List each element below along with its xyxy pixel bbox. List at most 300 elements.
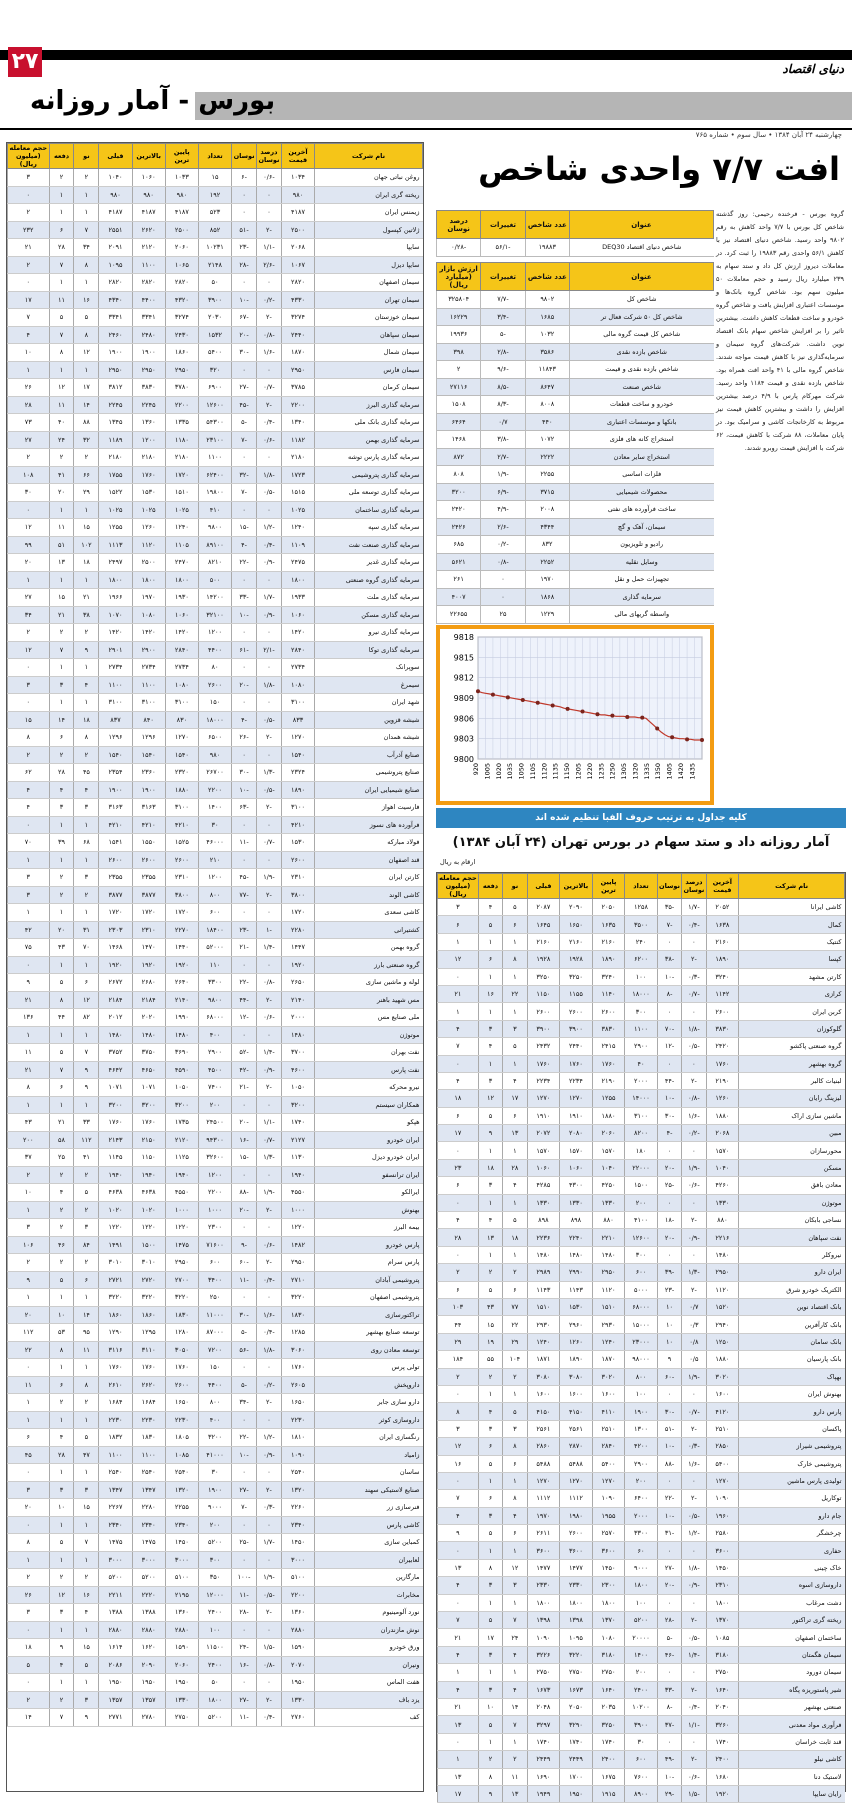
table-cell: ۱۰۸۰: [592, 1629, 625, 1646]
table-cell: ۱: [74, 1026, 99, 1044]
table-cell: ۹۰۰۰: [625, 1559, 658, 1576]
table-cell: ۱۵۷۰: [706, 1142, 739, 1159]
table-cell: ۱۷۶۰: [99, 1114, 132, 1132]
table-cell: ۲: [503, 1368, 527, 1385]
table-cell: ۲۸: [438, 1229, 479, 1246]
x-tick-label: 1105: [528, 763, 537, 780]
table-cell: ۱۲: [8, 519, 50, 537]
table-cell: ۴: [8, 326, 50, 344]
table-cell: -۲: [257, 1604, 282, 1622]
table-cell: ۰: [232, 659, 257, 677]
index-cell: ۱۹۸۸۳: [525, 239, 569, 257]
table-cell: ۱۸۷۱: [527, 1351, 560, 1368]
table-cell: ۲۱۸۴: [132, 991, 165, 1009]
table-cell: ۷: [49, 326, 74, 344]
table-cell: ۱۵۴۰: [165, 746, 198, 764]
company-name: دشت مرغاب: [739, 1594, 845, 1611]
table-cell: ۳۵۰۰: [625, 916, 658, 933]
table-cell: ۱: [478, 968, 502, 985]
table-cell: ۳۶۰۰: [560, 1542, 593, 1559]
table-cell: ۸۸۰: [706, 1212, 739, 1229]
table-cell: ۰: [257, 1411, 282, 1429]
table-cell: ۳۱۰۰: [165, 799, 198, 817]
table-cell: ۱۳۳۰: [165, 1691, 198, 1709]
table-cell: ۱۳۶۰: [132, 414, 165, 432]
column-header: تعداد: [198, 144, 231, 169]
table-cell: ۲۵۰۰: [165, 221, 198, 239]
table-cell: -۱۰: [657, 1438, 681, 1455]
company-name: شیر پاستوریزه پگاه: [739, 1681, 845, 1698]
table-row: [438, 1681, 845, 1698]
market-index-table: [436, 262, 714, 624]
table-cell: -۲۷: [232, 379, 257, 397]
table-cell: ۲۸: [49, 764, 74, 782]
table-cell: ۱: [49, 816, 74, 834]
table-cell: ۱۰۲۰: [132, 1201, 165, 1219]
table-cell: -۲: [257, 886, 282, 904]
table-cell: -۲: [257, 1254, 282, 1272]
table-cell: ۱۵۱۰: [165, 484, 198, 502]
table-cell: -۱۵: [232, 519, 257, 537]
table-cell: ۰: [257, 851, 282, 869]
table-cell: ۱۱: [49, 396, 74, 414]
company-name: سرمایه گذاری توکا: [315, 641, 423, 659]
table-cell: ۲۹۵۰: [706, 1264, 739, 1281]
table-cell: ۲۳۱۰: [165, 869, 198, 887]
table-cell: ۴: [478, 899, 502, 916]
table-row: [8, 1079, 423, 1097]
table-cell: ۲۶۱۰: [99, 1376, 132, 1394]
table-cell: ۴۱۱۰: [592, 1403, 625, 1420]
table-cell: ۳۲۹۷: [527, 1716, 560, 1733]
table-cell: ۷: [49, 1061, 74, 1079]
table-cell: ۲۸: [49, 239, 74, 257]
table-row: [8, 816, 423, 834]
table-cell: ۸۳۰: [165, 711, 198, 729]
table-cell: ۳۴: [8, 606, 50, 624]
company-name: کارتن مشهد: [739, 968, 845, 985]
company-name: نیرو محرکه: [315, 1079, 423, 1097]
table-cell: -۲۹: [657, 1785, 681, 1802]
table-cell: ۲۹۰۰: [132, 641, 165, 659]
table-cell: ۲۹۶۰: [560, 1316, 593, 1333]
table-row: [8, 1604, 423, 1622]
table-cell: ۱۰: [49, 1499, 74, 1517]
table-cell: ۱۹۴۰: [99, 1166, 132, 1184]
table-cell: ۷۳: [8, 414, 50, 432]
company-name: سیمان فارس: [315, 361, 423, 379]
table-cell: ۹۸۰۰۰: [625, 1351, 658, 1368]
table-cell: ۴۷: [74, 1446, 99, 1464]
table-cell: ۲۴۰۰: [592, 1751, 625, 1768]
table-row: [8, 1219, 423, 1237]
index-cell: ۵۶۲۱: [437, 553, 481, 571]
column-header: تغییرات: [481, 211, 525, 239]
table-cell: ۱۵۲۵: [165, 834, 198, 852]
table-cell: ۱۳: [503, 1125, 527, 1142]
table-cell: -۴۵: [232, 396, 257, 414]
table-cell: -۱۰: [657, 1090, 681, 1107]
table-cell: ۷: [503, 1612, 527, 1629]
table-cell: ۱۱۵۵: [560, 985, 593, 1002]
table-cell: -۱۰: [232, 1446, 257, 1464]
table-cell: ۲۷۰۰: [165, 1271, 198, 1289]
table-cell: ۲۵۴۰: [165, 1464, 198, 1482]
table-cell: ۲۴۴۰: [281, 326, 314, 344]
table-cell: ۲۸۷۰: [560, 1438, 593, 1455]
table-cell: ۲۵۸۰: [706, 1525, 739, 1542]
table-row: [8, 1341, 423, 1359]
table-cell: ۲۳۶۰: [132, 764, 165, 782]
table-row: [8, 1411, 423, 1429]
table-row: [8, 186, 423, 204]
table-cell: ۱۷۶۰: [527, 1055, 560, 1072]
table-cell: ۴۶۳۸: [99, 1184, 132, 1202]
table-cell: ۱: [49, 1516, 74, 1534]
table-cell: ۲۰۶۸: [281, 239, 314, 257]
table-cell: ۱: [49, 274, 74, 292]
table-cell: -۱/۱: [257, 239, 282, 257]
index-cell: ۳۹۸: [437, 343, 481, 361]
table-row: [8, 1254, 423, 1272]
table-cell: -۰/۹: [257, 1446, 282, 1464]
table-cell: ۱۶: [74, 1586, 99, 1604]
y-tick-label: 9803: [453, 734, 474, 744]
table-cell: ۴: [49, 1656, 74, 1674]
table-cell: ۱: [478, 1055, 502, 1072]
table-row: [438, 1212, 845, 1229]
company-name: همکاران سیستم: [315, 1096, 423, 1114]
table-cell: ۲۹۰۰: [625, 1455, 658, 1472]
table-cell: ۳۸۷۷: [99, 886, 132, 904]
company-name: قند اصفهان: [315, 851, 423, 869]
table-cell: ۴: [49, 781, 74, 799]
table-cell: -۳۳: [232, 589, 257, 607]
table-cell: ۱۲۵۰: [706, 1333, 739, 1350]
x-tick-label: 1135: [551, 763, 560, 780]
table-cell: ۳۷۵۲: [99, 1044, 132, 1062]
table-row: [8, 309, 423, 327]
table-cell: ۲۵: [49, 1149, 74, 1167]
table-cell: -۲: [682, 1681, 706, 1698]
table-cell: ۴: [438, 1507, 479, 1524]
bottom-table-header: [438, 874, 845, 899]
table-cell: ۳۹۰۰: [527, 1020, 560, 1037]
table-cell: ۶۲۰۰: [625, 951, 658, 968]
index-cell: ۱۶۸۵: [525, 308, 569, 326]
table-cell: ۱۲: [438, 951, 479, 968]
table-cell: ۲۴۰۰: [625, 1681, 658, 1698]
issue-line: چهارشنبه ۲۴ آبان ۱۳۸۴ • سال سوم • شماره ۷۶۵: [695, 131, 842, 139]
table-row: [8, 589, 423, 607]
table-row: [8, 501, 423, 519]
table-cell: -۰/۹: [257, 554, 282, 572]
table-cell: ۳۹: [49, 834, 74, 852]
table-row: [8, 781, 423, 799]
table-cell: ۴: [478, 1038, 502, 1055]
x-tick-label: 1050: [517, 763, 526, 780]
x-tick-label: 1405: [665, 763, 674, 780]
company-name: زیمنس ایران: [315, 204, 423, 222]
table-cell: ۲۶۷۰۰: [198, 764, 231, 782]
table-cell: ۰: [8, 1674, 50, 1692]
table-cell: ۲۷: [8, 589, 50, 607]
table-cell: ۰: [257, 1621, 282, 1639]
table-cell: ۱۲۶۰۰: [625, 1229, 658, 1246]
index-row: [437, 413, 714, 431]
index-cell: -۱/۹: [481, 466, 525, 484]
index-cell: -۳/۸: [481, 431, 525, 449]
table-cell: ۱۱۰۰: [198, 449, 231, 467]
table-cell: ۱۵۷۰: [592, 1142, 625, 1159]
table-cell: ۴: [49, 1184, 74, 1202]
table-cell: ۵۲۰۰: [99, 1569, 132, 1587]
table-cell: ۳۰: [625, 1733, 658, 1750]
table-cell: ۱۶۸۰: [706, 1768, 739, 1785]
table-cell: -۳۱: [657, 1525, 681, 1542]
table-cell: ۶: [438, 1281, 479, 1298]
data-point: [581, 710, 585, 714]
company-name: سیمان شمال: [315, 344, 423, 362]
table-cell: ۱۱۸۲: [281, 431, 314, 449]
left-table-header: [8, 144, 423, 169]
index-cell: -۴/۹: [481, 501, 525, 519]
table-row: [438, 1072, 845, 1089]
index-cell: ۳۲۵۸۰۴: [437, 291, 481, 309]
table-cell: ۰: [438, 1594, 479, 1611]
table-cell: ۱: [74, 956, 99, 974]
table-cell: ۳۱۱۰: [132, 1341, 165, 1359]
table-cell: ۱۹۴۰: [281, 1166, 314, 1184]
table-cell: ۶: [438, 1177, 479, 1194]
table-cell: ۰: [438, 1542, 479, 1559]
x-tick-label: 1350: [654, 763, 663, 780]
table-cell: -۱/۹: [257, 1184, 282, 1202]
table-cell: ۱۴۲۰: [99, 624, 132, 642]
table-cell: ۳۲۰۰: [165, 1096, 198, 1114]
company-name: بانک اقتصاد نوین: [739, 1298, 845, 1315]
company-name: تراکتورسازی: [315, 1306, 423, 1324]
table-cell: ۱۶۱۴: [99, 1639, 132, 1657]
table-cell: -۲/۱: [257, 641, 282, 659]
table-cell: ۲۷۳۴: [281, 659, 314, 677]
index-cell: ۱۶۲۲۹: [437, 308, 481, 326]
table-cell: ۱۹۴۰: [132, 1166, 165, 1184]
table-cell: ۱۴۲۰: [132, 624, 165, 642]
data-point: [536, 701, 540, 705]
table-cell: ۱۰۸: [8, 466, 50, 484]
table-cell: ۱۷: [74, 379, 99, 397]
table-cell: ۱۴۸۰: [706, 1246, 739, 1263]
company-name: صنعتی بهشهر: [739, 1698, 845, 1715]
table-cell: ۰: [257, 186, 282, 204]
index-name: محصولات شیمیایی: [569, 483, 713, 501]
table-cell: ۳۲۰۰: [132, 1096, 165, 1114]
table-cell: ۲۳۳۰: [560, 1577, 593, 1594]
company-name: پتروشیمی اصفهان: [315, 1289, 423, 1307]
article-body: گروه بورس - فرخنده رحیمی: روز گذشته شاخص کل بورس با ۷/۷ واحد کاهش به رقم ۹۸۰۲ واحد رسید. شاخص دنیای اقتصاد نیز با کاهش ۵۶/۱ واحدی رقم ۱۹۸۸۳ را ثبت کرد. در معاملات دیروز ارزش کل داد و ستد سهام به ۲۳۹ میلیارد ریال رسید و حجم معاملات ۵۰ میلیون سهم بود. شاخص گروه بانک‌ها و موسسات اعتباری افزایش یافت و شاخص گروه خودرو و ساخت قطعات کاهش داشت. بیشترین تاثیر را بر افزایش شاخص سهام بانک اقتصاد نوین داشت. شرکت‌های گروه سیمان و سرمایه‌گذاری نیز با کاهش قیمت مواجه شدند. شاخص گروه مالی با ۴۱ واحد افت همراه بود. شاخص بازده نقدی و قیمت ۱۱۸۴ واحد رسید. شرکت مهرکام پارس با ۴/۹ درصد بیشترین افزایش را داشت و بیشترین کاهش قیمت نیز مربوط به کارخانجات کاشی و سرامیک بود. در پایان معاملات، ۸۸ شرکت با کاهش قیمت، ۶۲ شرکت با افزایش قیمت روبرو شدند.: [716, 210, 845, 452]
company-name: ایران ترانسفو: [315, 1166, 423, 1184]
index-cell: ۳۷۱۵: [525, 483, 569, 501]
table-cell: ۴۱۸۷: [132, 204, 165, 222]
table-cell: ۱۹۳۳: [281, 589, 314, 607]
table-cell: ۱۳۴۰: [281, 414, 314, 432]
index-row: [437, 571, 714, 589]
table-row: [8, 1201, 423, 1219]
table-cell: ۰: [257, 659, 282, 677]
table-cell: ۰: [257, 1289, 282, 1307]
table-cell: ۲۰۰۰۰: [625, 1629, 658, 1646]
table-cell: ۹۸۰: [198, 746, 231, 764]
table-cell: ۰: [438, 968, 479, 985]
table-cell: ۲۰۳۵: [592, 1698, 625, 1715]
index-name: سیمان، آهک و گچ: [569, 518, 713, 536]
table-cell: ۷: [49, 1709, 74, 1727]
table-cell: ۱: [8, 851, 50, 869]
table-cell: ۱۳: [438, 1559, 479, 1576]
table-cell: ۱۶۷۵: [592, 1768, 625, 1785]
company-name: تولیدی پارس ماشین: [739, 1472, 845, 1489]
table-cell: ۲۹: [503, 1333, 527, 1350]
table-cell: ۵۲۰۰: [198, 1534, 231, 1552]
table-cell: ۲: [49, 1394, 74, 1412]
table-cell: ۲۵۱۰: [592, 1420, 625, 1437]
table-cell: ۲۱۹۰: [706, 1072, 739, 1089]
brand-logo: دنیای اقتصاد: [782, 62, 844, 76]
table-cell: ۱۵۰۰۰: [625, 1316, 658, 1333]
table-cell: ۷: [74, 221, 99, 239]
table-cell: -۰/۲: [682, 1125, 706, 1142]
table-cell: ۲۲۷۰: [165, 921, 198, 939]
table-cell: ۲: [49, 449, 74, 467]
table-cell: ۲۹۰۰: [625, 1038, 658, 1055]
table-cell: ۱۷۲۰: [281, 904, 314, 922]
company-name: بانک کارآفرین: [739, 1316, 845, 1333]
table-cell: -۱/۹: [257, 1569, 282, 1587]
table-cell: -۴۴: [657, 1072, 681, 1089]
table-cell: ۱۰۰۰: [198, 1201, 231, 1219]
table-cell: ۲۱: [49, 1114, 74, 1132]
table-cell: ۱۸۰۰: [560, 1594, 593, 1611]
table-row: [438, 1229, 845, 1246]
table-cell: ۲۹۵۰: [99, 361, 132, 379]
index-cell: ۲۲۵۲: [525, 553, 569, 571]
table-cell: ۸۸۰: [592, 1212, 625, 1229]
index-cell: ۲۰۰۸: [525, 501, 569, 519]
company-name: پارس دارو: [739, 1403, 845, 1420]
table-cell: ۱۸۰۰۰: [625, 985, 658, 1002]
company-name: نفت سپاهان: [739, 1229, 845, 1246]
table-row: [8, 1096, 423, 1114]
table-cell: ۱: [503, 1733, 527, 1750]
table-cell: ۱۲۷۰: [706, 1472, 739, 1489]
company-name: کپسا: [739, 951, 845, 968]
table-cell: ۱: [438, 1003, 479, 1020]
table-cell: ۶۰۰: [198, 1254, 231, 1272]
index-cell: ۱۱۸۴۳: [525, 361, 569, 379]
table-cell: -۴۴: [232, 991, 257, 1009]
left-stock-table: [6, 142, 424, 1792]
column-header: تعداد: [625, 874, 658, 899]
table-cell: ۱۲۶۰۰: [198, 396, 231, 414]
index-name: استخراج سایر معادن: [569, 448, 713, 466]
table-cell: ۴: [478, 1212, 502, 1229]
table-cell: ۷: [438, 1038, 479, 1055]
table-row: [8, 851, 423, 869]
table-cell: ۱۴: [74, 1306, 99, 1324]
table-cell: ۳: [74, 799, 99, 817]
table-cell: -۲۵: [232, 1534, 257, 1552]
table-cell: ۱۵۲۰: [706, 1298, 739, 1315]
table-cell: ۱۸۰۰: [592, 1594, 625, 1611]
table-cell: ۵۲۳: [198, 204, 231, 222]
table-cell: ۳۲۶۰۰: [198, 1149, 231, 1167]
table-cell: ۱۶: [478, 985, 502, 1002]
table-cell: -۰/۶: [682, 1177, 706, 1194]
table-cell: ۰: [257, 816, 282, 834]
table-cell: ۲۲۳۰: [165, 1411, 198, 1429]
table-cell: ۱۰۲۵: [165, 501, 198, 519]
company-name: گروه بهمن: [315, 939, 423, 957]
table-cell: ۰: [438, 1385, 479, 1402]
table-cell: -۷: [657, 916, 681, 933]
table-cell: ۱۱۱۲: [560, 1490, 593, 1507]
table-cell: ۴۵۹۰: [165, 1061, 198, 1079]
table-cell: ۰: [232, 1219, 257, 1237]
table-cell: ۱۵: [74, 1639, 99, 1657]
table-cell: ۱۶: [438, 1455, 479, 1472]
index-name: رادیو و تلویزیون: [569, 536, 713, 554]
table-cell: ۲: [74, 624, 99, 642]
table-cell: -۰/۸: [257, 974, 282, 992]
data-point: [551, 703, 555, 707]
table-row: [8, 1534, 423, 1552]
table-cell: ۳: [74, 869, 99, 887]
table-cell: ۶۶: [74, 466, 99, 484]
table-cell: ۳۰۰۰: [281, 1551, 314, 1569]
company-name: شهد ایران: [315, 694, 423, 712]
table-cell: ۸۹۱۰۰: [198, 536, 231, 554]
table-cell: -۱/۷: [257, 589, 282, 607]
table-cell: ۳: [503, 1577, 527, 1594]
table-cell: ۱۰۰: [625, 1385, 658, 1402]
table-cell: ۱: [8, 1551, 50, 1569]
table-cell: ۱۰۰: [625, 968, 658, 985]
table-cell: ۱۷۶۰: [99, 1359, 132, 1377]
table-row: [8, 1114, 423, 1132]
table-row: [8, 1656, 423, 1674]
table-cell: ۱۹: [478, 1333, 502, 1350]
table-cell: ۱۰۳: [438, 1298, 479, 1315]
table-cell: ۷: [8, 309, 50, 327]
table-cell: ۲۳۲۰: [165, 764, 198, 782]
table-cell: -۲۰: [232, 1114, 257, 1132]
table-cell: ۰: [232, 1411, 257, 1429]
table-cell: ۲۶: [8, 379, 50, 397]
table-cell: ۲۰۵۰: [560, 1698, 593, 1715]
table-cell: -۱/۳: [257, 1149, 282, 1167]
table-cell: ۱۱۳۰: [281, 1149, 314, 1167]
table-cell: ۱۹۰۰: [625, 1403, 658, 1420]
company-name: هپکو: [315, 1114, 423, 1132]
table-cell: ۲: [438, 1368, 479, 1385]
table-row: [438, 1368, 845, 1385]
table-cell: ۶: [438, 916, 479, 933]
table-row: [438, 1525, 845, 1542]
table-cell: ۱۵: [74, 1499, 99, 1517]
table-cell: ۱۱۰۰۰: [198, 1306, 231, 1324]
table-cell: ۲۱: [74, 589, 99, 607]
